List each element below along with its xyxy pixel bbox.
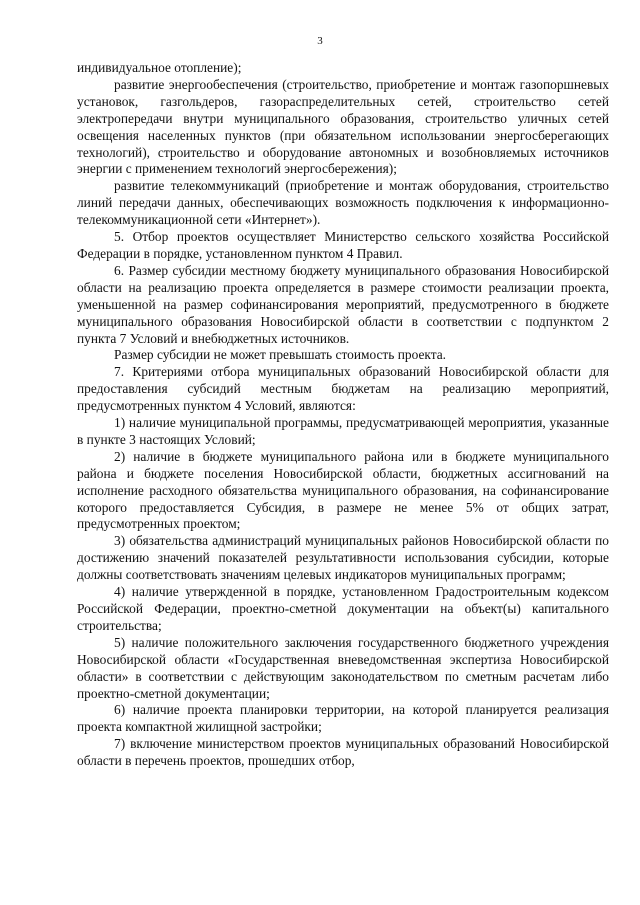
paragraph-item-6: 6. Размер субсидии местному бюджету муниципального образования Новосибирской области на реализацию проекта определяется в размере стоимости реализации проекта, уменьшенной на размер софинансирования мероприятий, предусмотренного в бюджете муниципального образования Новосибирской области в соответствии с подпунктом 2 пункта 7 Условий и внебюджетных источников. — [77, 262, 609, 346]
paragraph-item-5: 5. Отбор проектов осуществляет Министерство сельского хозяйства Российской Федерации в порядке, установленном пунктом 4 Правил. — [77, 229, 609, 261]
paragraph-criterion-1: 1) наличие муниципальной программы, предусматривающей мероприятия, указанные в пункте 3 настоящих Условий; — [77, 415, 609, 447]
document-body — [77, 60, 609, 770]
paragraph-energy-supply: развитие энергообеспечения (строительство, приобретение и монтаж газопоршневых установок, газгольдеров, газораспределительных сетей, строительство сетей электропередачи внутри муниципального образования, строительство уличных сетей освещения населенных пунктов (при обязательном использовании энергосберегающих технологий), строительство и оборудование автономных и возобновляемых источников энергии с применением технологий энергосбережения); — [77, 76, 609, 177]
paragraph-criterion-7: 7) включение министерством проектов муниципальных образований Новосибирской области в перечень проектов, прошедших отбор, — [77, 736, 609, 769]
paragraph-criterion-6: 6) наличие проекта планировки территории, на которой планируется реализация проекта компактной жилищной застройки; — [77, 702, 609, 735]
paragraph-criterion-5: 5) наличие положительного заключения государственного бюджетного учреждения Новосибирской области «Государственная вневедомственная экспертиза Новосибирской области» в соответствии с действующим законодательством по сметным расчетам либо проектно-сметной документации; — [77, 634, 609, 701]
paragraph-criterion-3: 3) обязательства администраций муниципальных районов Новосибирской области по достижению значений показателей результативности использования субсидии, которые должны соответствовать значениям целевых индикаторов муниципальных программ; — [77, 533, 609, 583]
page-number: 3 — [317, 35, 323, 47]
paragraph-item-7: 7. Критериями отбора муниципальных образований Новосибирской области для предоставления субсидий местным бюджетам на реализацию мероприятий, предусмотренных пунктом 4 Условий, являются: — [77, 364, 609, 414]
paragraph-criterion-2: 2) наличие в бюджете муниципального района или в бюджете муниципального района и бюджете поселения Новосибирской области, бюджетных ассигнований на исполнение расходного обязательства муниципального образования, на софинансирование которого предоставляется Субсидия, в размере не менее 5% от общих затрат, предусмотренных проектом; — [77, 448, 609, 532]
paragraph-telecom: развитие телекоммуникаций (приобретение и монтаж оборудования, строительство линий передачи данных, обеспечивающих возможность подключения к информационно-телекоммуникационной сети «Интернет»). — [77, 178, 609, 228]
paragraph-criterion-4: 4) наличие утвержденной в порядке, установленном Градостроительным кодексом Российской Федерации, проектно-сметной документации на объект(ы) капитального строительства; — [77, 584, 609, 633]
paragraph-subsidy-limit: Размер субсидии не может превышать стоимость проекта. — [114, 347, 447, 363]
paragraph-continuation: индивидуальное отопление); — [77, 60, 242, 75]
